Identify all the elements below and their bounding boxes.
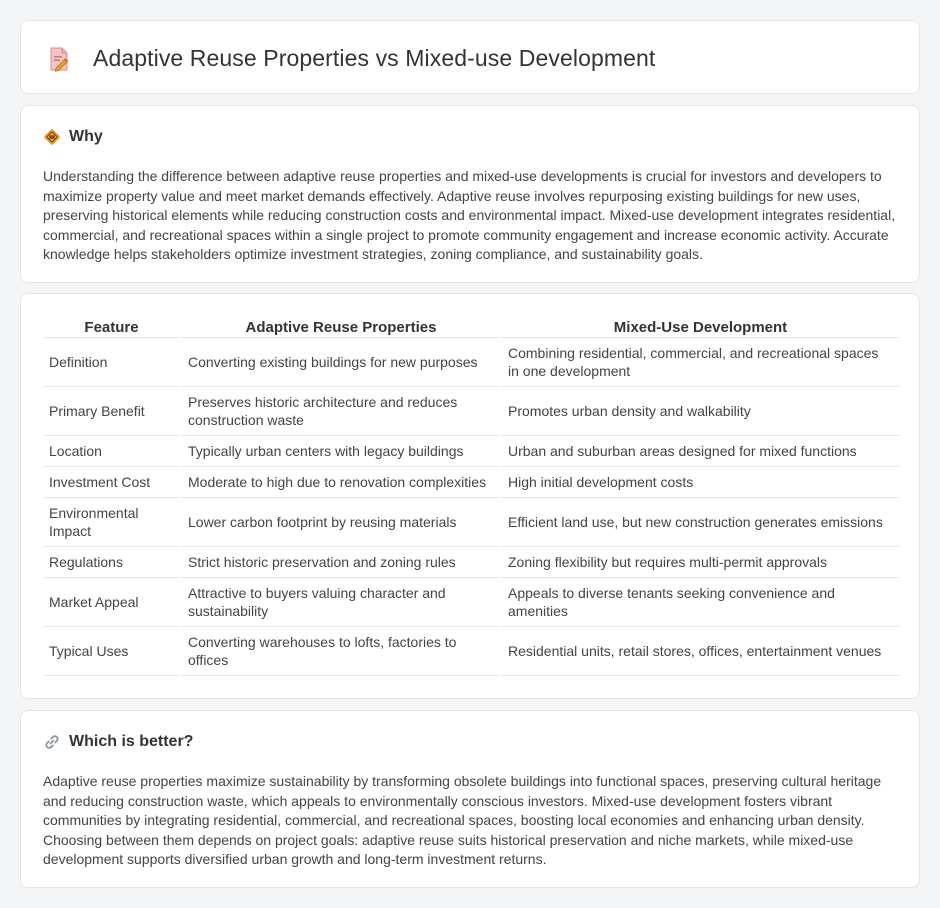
table-header-row [43,317,899,337]
feature-cell: Investment Cost [43,466,181,497]
adaptive-reuse-cell: Moderate to high due to renovation complexities [181,466,501,497]
mixed-use-cell: Appeals to diverse tenants seeking convenience and amenities [501,577,899,626]
feature-cell: Location [43,435,181,466]
table-row [43,497,899,546]
feature-cell: Definition [43,337,181,386]
better-title: Which is better? [69,733,194,750]
feature-cell: Typical Uses [43,626,181,675]
mixed-use-cell: High initial development costs [501,466,899,497]
header-mixed-use: Mixed-Use Development [501,317,899,337]
feature-cell: Market Appeal [43,577,181,626]
diamond-sign-icon [43,128,61,146]
title-card [20,20,920,94]
adaptive-reuse-cell: Preserves historic architecture and reduces construction waste [181,386,501,435]
why-heading [43,128,103,146]
mixed-use-cell: Urban and suburban areas designed for mixed functions [501,435,899,466]
table-row [43,337,899,386]
header-adaptive-reuse: Adaptive Reuse Properties [181,317,501,337]
mixed-use-cell: Promotes urban density and walkability [501,386,899,435]
table-row [43,466,899,497]
why-card [20,105,920,283]
adaptive-reuse-cell: Converting existing buildings for new purposes [181,337,501,386]
which-is-better-card [20,710,920,888]
mixed-use-cell: Zoning flexibility but requires multi-permit approvals [501,546,899,577]
table-row [43,546,899,577]
table-row [43,386,899,435]
adaptive-reuse-cell: Strict historic preservation and zoning rules [181,546,501,577]
better-heading [43,733,193,751]
document-pencil-icon [47,46,71,72]
why-title: Why [69,128,103,145]
table-row [43,577,899,626]
title-row [47,45,655,72]
feature-cell: Primary Benefit [43,386,181,435]
adaptive-reuse-cell: Typically urban centers with legacy buildings [181,435,501,466]
feature-cell: Regulations [43,546,181,577]
mixed-use-cell: Efficient land use, but new construction generates emissions [501,497,899,546]
adaptive-reuse-cell: Attractive to buyers valuing character and sustainability [181,577,501,626]
page-title: Adaptive Reuse Properties vs Mixed-use Development [93,45,656,71]
link-icon [43,733,61,751]
feature-cell: Environmental Impact [43,497,181,546]
header-feature: Feature [43,317,181,337]
table-row [43,435,899,466]
table-row [43,626,899,675]
mixed-use-cell: Residential units, retail stores, offices, entertainment venues [501,626,899,675]
adaptive-reuse-cell: Lower carbon footprint by reusing materials [181,497,501,546]
why-body: Understanding the difference between adaptive reuse properties and mixed-use developments is crucial for investors and developers to maximize property value and meet market demands effectively. Adaptive reuse involves repurposing existing buildings for new uses, preserving historical elements while reducing construction costs and environmental impact. Mixed-use development integrates residential, commercial, and recreational spaces within a single project to promote community engagement and increase economic activity. Accurate knowledge helps stakeholders optimize investment strategies, zoning compliance, and sustainability goals. [43,168,896,263]
better-body: Adaptive reuse properties maximize sustainability by transforming obsolete buildings into functional spaces, preserving cultural heritage and reducing construction waste, which appeals to environmentally conscious investors. Mixed-use development fosters vibrant communities by integrating residential, commercial, and recreational spaces, boosting local economies and enhancing urban density. Choosing between them depends on project goals: adaptive reuse suits historical preservation and niche markets, while mixed-use development supports diversified urban growth and long-term investment returns. [43,773,882,868]
mixed-use-cell: Combining residential, commercial, and recreational spaces in one development [501,337,899,386]
comparison-table [43,317,899,676]
adaptive-reuse-cell: Converting warehouses to lofts, factories to offices [181,626,501,675]
comparison-card [20,293,920,699]
